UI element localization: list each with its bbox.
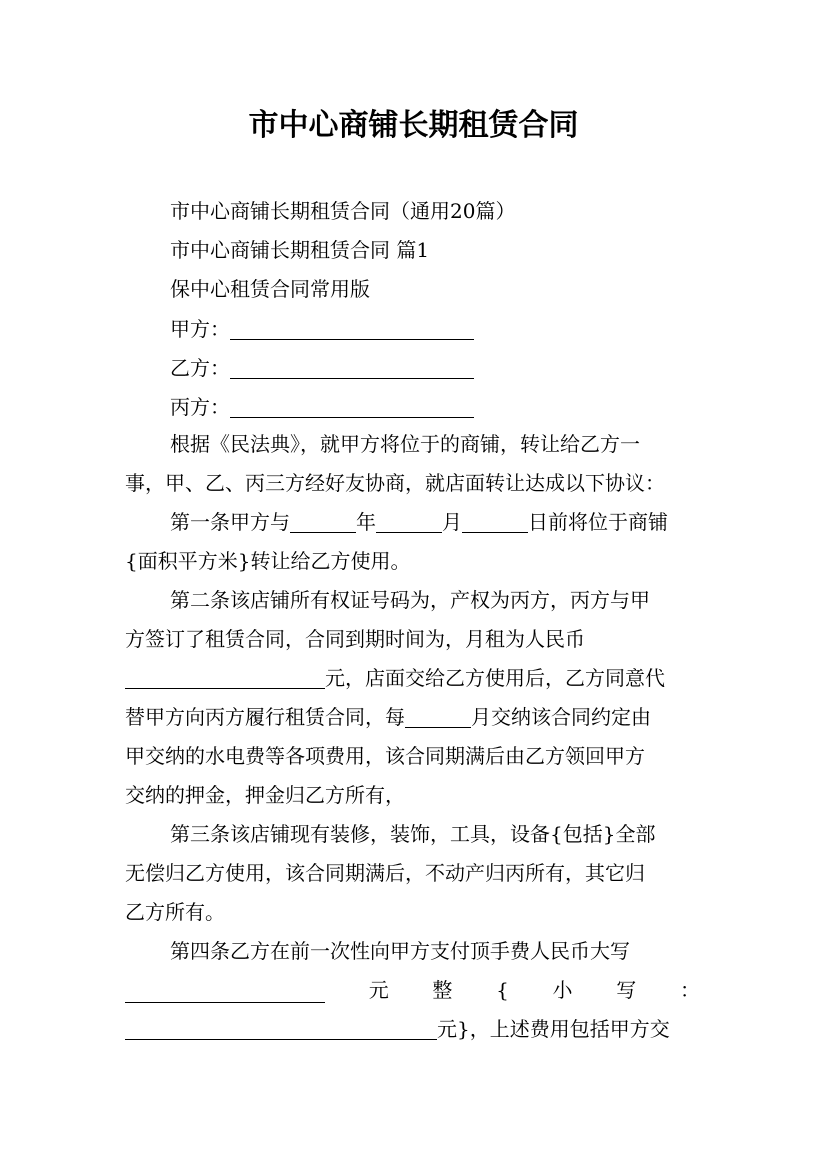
paragraph-line: 第三条该店铺现有装修，装饰，工具，设备{包括}全部 <box>170 822 656 846</box>
party-b-label: 乙方： <box>170 356 230 380</box>
article-2-text: 替甲方向丙方履行租赁合同，每 <box>125 705 405 729</box>
heading-line: 市中心商铺长期租赁合同（通用20篇） <box>170 199 516 223</box>
party-b-line <box>170 348 700 388</box>
article-4-text: { <box>496 978 509 1002</box>
paragraph-line: 乙方所有。 <box>125 900 225 924</box>
article-4-text: 整 <box>432 978 453 1002</box>
article-1-text: 第一条甲方与 <box>170 510 290 534</box>
blank <box>405 703 471 728</box>
article-1-line <box>170 502 700 542</box>
blank <box>376 508 442 533</box>
paragraph-line: 无偿归乙方使用，该合同期满后，不动产归丙所有，其它归 <box>125 861 645 885</box>
article-1-text: 日前将位于商铺 <box>528 510 668 534</box>
year-label: 年 <box>356 510 376 534</box>
paragraph-line: {面积平方米}转让给乙方使用。 <box>125 549 411 573</box>
article-2-text: 元，店面交给乙方使用后，乙方同意代 <box>325 666 665 690</box>
paragraph-line: 甲交纳的水电费等各项费用，该合同期满后由乙方领回甲方 <box>125 744 645 768</box>
party-c-blank <box>230 393 474 418</box>
article-4-text: 写 <box>616 978 637 1002</box>
blank <box>125 978 325 1003</box>
party-b-blank <box>230 354 474 379</box>
paragraph-line: 方签订了租赁合同，合同到期时间为，月租为人民币 <box>125 627 585 651</box>
article-4-line <box>125 1009 700 1049</box>
article-4-text: 元 <box>368 978 389 1002</box>
article-2-line <box>125 697 700 737</box>
blank <box>290 508 356 533</box>
month-label: 月 <box>442 510 462 534</box>
party-a-blank <box>230 315 474 340</box>
article-4-text: 小 <box>552 978 573 1002</box>
paragraph-line: 交纳的押金，押金归乙方所有， <box>125 783 405 807</box>
paragraph-line: 根据《民法典》，就甲方将位于的商铺，转让给乙方一 <box>170 432 640 456</box>
blank <box>125 664 325 689</box>
heading-line: 保中心租赁合同常用版 <box>170 277 370 301</box>
paragraph-line: 事，甲、乙、丙三方经好友协商，就店面转让达成以下协议： <box>125 471 665 495</box>
article-4-text: ： <box>679 978 700 1002</box>
article-2-text: 月交纳该合同约定由 <box>471 705 651 729</box>
paragraph-line: 第四条乙方在前一次性向甲方支付顶手费人民币大写 <box>170 939 630 963</box>
article-2-line <box>125 658 700 698</box>
article-4-text: 元}，上述费用包括甲方交 <box>437 1017 670 1041</box>
blank <box>462 508 528 533</box>
party-c-label: 丙方： <box>170 395 230 419</box>
party-a-label: 甲方： <box>170 317 230 341</box>
blank <box>125 1015 437 1040</box>
party-a-line <box>170 309 700 349</box>
article-4-line <box>125 970 700 1010</box>
document-title: 市中心商铺长期租赁合同 <box>248 108 579 143</box>
party-c-line <box>170 387 700 427</box>
heading-line: 市中心商铺长期租赁合同 篇1 <box>170 238 430 262</box>
paragraph-line: 第二条该店铺所有权证号码为，产权为丙方，丙方与甲 <box>170 588 650 612</box>
